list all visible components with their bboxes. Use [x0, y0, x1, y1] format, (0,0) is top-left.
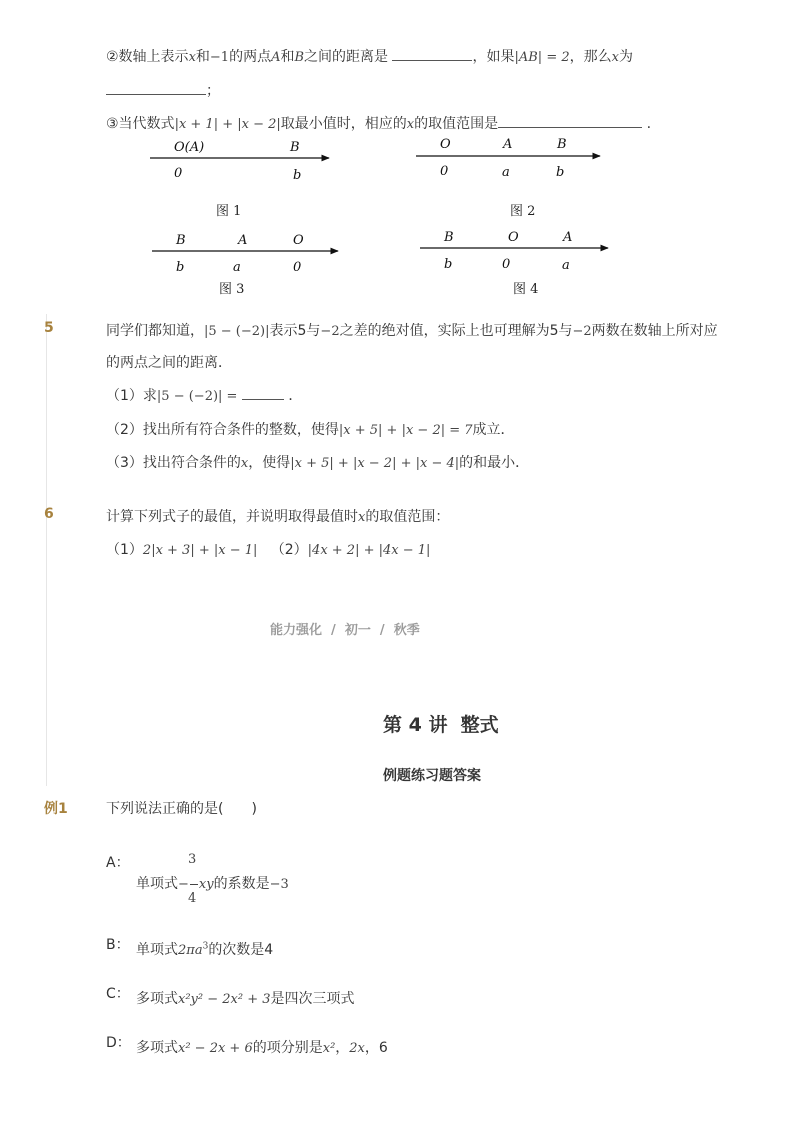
option-c-letter[interactable]: C： [106, 986, 130, 1002]
option-d-text: 多项式x² − 2x + 6的项分别是x²，2x，6 [136, 1040, 388, 1056]
point-label: O [508, 230, 519, 245]
question-number: 6 [44, 506, 54, 522]
option-a-fraction-den: 4 [188, 891, 197, 906]
figure-2-caption: 图 2 [510, 204, 536, 219]
figure-4 [420, 230, 608, 273]
q4-part2-line: ②数轴上表示x和−1的两点A和B之间的距离是 ，如果|AB| = 2，那么x为 [106, 46, 633, 66]
figure-3 [152, 233, 338, 275]
figure-1 [150, 140, 329, 183]
point-label: A [563, 230, 573, 245]
q5-sub1: （1）求|5 − (−2)| = ． [106, 385, 302, 405]
fraction-bar [190, 884, 198, 885]
point-label: B [176, 233, 186, 248]
point-label: B [557, 137, 567, 152]
option-c-text: 多项式x²y² − 2x² + 3是四次三项式 [136, 991, 355, 1007]
point-label: B [444, 230, 454, 245]
example-question: 下列说法正确的是( ) [106, 801, 257, 817]
lecture-subtitle: 例题练习题答案 [383, 768, 481, 784]
point-label: O(A) [174, 140, 205, 155]
point-label: O [293, 233, 304, 248]
lecture-title: 第 4 讲 整式 [383, 714, 499, 736]
option-d-letter[interactable]: D： [106, 1035, 131, 1051]
q5-sub3: （3）找出符合条件的x，使得|x + 5| + |x − 2| + |x − 4|的和最小． [106, 455, 530, 471]
number-label: b [176, 260, 185, 275]
number-label: a [233, 260, 241, 275]
figure-4-caption: 图 4 [513, 282, 539, 297]
q5-line1: 同学们都知道，|5 − (−2)|表示5与−2之差的绝对值，实际上也可理解为5与−2两数在数轴上所对应 [106, 323, 718, 339]
page-footer: 能力强化 / 初一 / 秋季 [270, 623, 420, 638]
number-label: b [444, 257, 453, 272]
number-label: b [293, 168, 302, 183]
number-label: b [556, 165, 565, 180]
number-label: 0 [440, 164, 449, 179]
option-a-fraction-num: 3 [188, 852, 197, 867]
q4-part2-line2: ； [106, 80, 220, 100]
number-label: 0 [293, 260, 302, 275]
point-label: B [290, 140, 300, 155]
q6-line1: 计算下列式子的最值，并说明取得最值时x的取值范围： [106, 509, 450, 525]
figure-3-caption: 图 3 [219, 282, 245, 297]
q6-subs: （1）2|x + 3| + |x − 1| （2）|4x + 2| + |4x − 1| [106, 542, 431, 558]
answer-blank[interactable] [242, 385, 284, 400]
point-label: A [503, 137, 513, 152]
option-a-text: 单项式− xy的系数是−3 [136, 876, 289, 892]
figure-1-caption: 图 1 [216, 204, 242, 219]
q4-part3-line: ③当代数式|x + 1| + |x − 2|取最小值时，相应的x的取值范围是 . [106, 113, 651, 133]
number-label: 0 [502, 257, 511, 272]
option-b-letter[interactable]: B： [106, 937, 130, 953]
question-number: 5 [44, 320, 54, 336]
number-line-figures [0, 0, 800, 310]
number-label: 0 [174, 166, 183, 181]
number-label: a [502, 165, 510, 180]
figure-2 [416, 137, 600, 180]
example-label: 例1 [44, 801, 68, 817]
q5-sub2: （2）找出所有符合条件的整数，使得|x + 5| + |x − 2| = 7成立． [106, 422, 515, 438]
option-b-text: 单项式$2\pi a^3$的次数是4 [136, 941, 274, 958]
option-a-letter[interactable]: A： [106, 855, 130, 871]
point-label: O [440, 137, 451, 152]
number-label: a [562, 258, 570, 273]
left-divider [46, 314, 47, 786]
q5-line2: 的两点之间的距离． [106, 355, 232, 371]
point-label: A [238, 233, 248, 248]
